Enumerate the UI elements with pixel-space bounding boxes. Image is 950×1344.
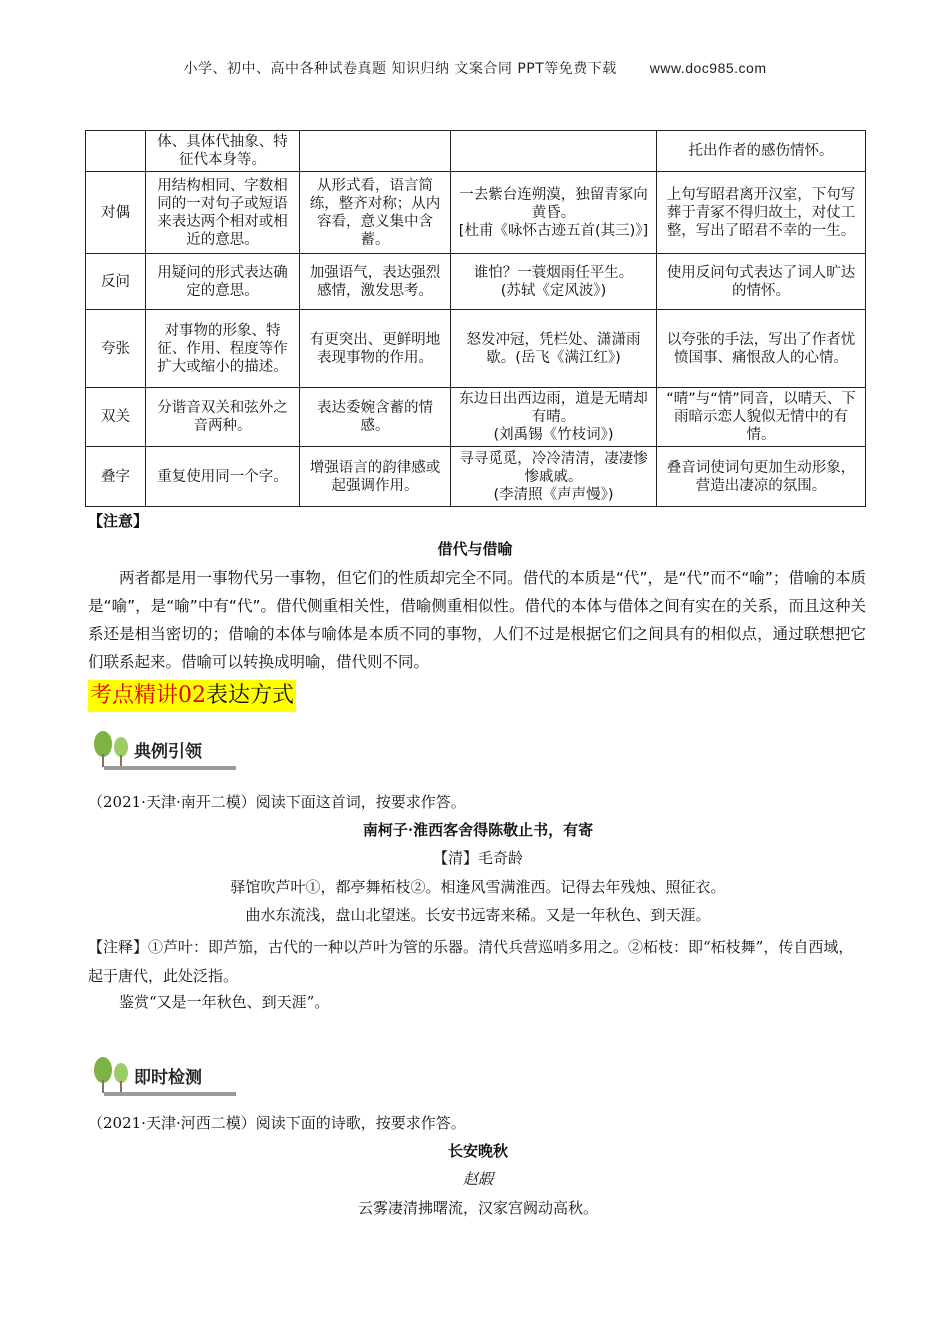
cell-example <box>451 254 657 310</box>
section-heading <box>88 680 296 712</box>
example-text: 一去紫台连朔漠，独留青冢向黄昏。 <box>459 186 648 221</box>
example-source: (刘禹锡《竹枝词》) <box>493 427 614 443</box>
banner-label: 典例引领 <box>134 742 202 762</box>
example-source: (李清照《声声慢》) <box>493 486 614 503</box>
cell-example <box>451 447 657 507</box>
practice-author: 赵嘏 <box>462 1170 493 1188</box>
table-row <box>86 172 866 254</box>
note-label: 【注意】 <box>88 512 149 530</box>
cell-effect: 表达委婉含蓄的情感。 <box>300 388 451 447</box>
example-text: 谁怕？一蓑烟雨任平生。 <box>473 264 634 281</box>
example-banner <box>90 728 240 772</box>
header-text: 小学、初中、高中各种试卷真题 知识归纳 文案合同 PPT等免费下载 <box>183 61 617 77</box>
cell-def: 对事物的形象、特征、作用、程度等作扩大或缩小的描述。 <box>146 310 300 388</box>
header-url[interactable]: www.doc985.com <box>649 60 767 76</box>
example-text: 东边日出西边雨，道是无晴却有晴。 <box>459 391 648 425</box>
section-prefix: 考点精讲 <box>90 683 179 708</box>
note-paragraph: 两者都是用一事物代另一事物，但它们的性质却完全不同。借代的本质是“代”，是“代”而不“喻”；借喻的本质是“喻”，是“喻”中有“代”。借代侧重相关性，借喻侧重相似性。借代的本体与借体之间有实在的关系，而且这种关系还是相当密切的；借喻的本体与喻体是本质不同的事物，人们不过是根据它们之间具有的相似点，通过联想把它们联系起来。借喻可以转换成明喻，借代则不同。 <box>88 569 866 671</box>
cell-def: 分谐音双关和弦外之音两种。 <box>146 388 300 447</box>
cell-name: 双关 <box>86 388 146 447</box>
cell-example <box>451 131 657 172</box>
page-header <box>0 58 950 78</box>
cell-effect: 从形式看，语言简练，整齐对称；从内容看，意义集中含蓄。 <box>300 172 451 254</box>
example-text: 寻寻觅觅，冷冷清清，凄凄惨惨戚戚。 <box>459 450 648 485</box>
cell-effect: 增强语言的韵律感或起强调作用。 <box>300 447 451 507</box>
cell-name: 反问 <box>86 254 146 310</box>
cell-name <box>86 131 146 172</box>
example-poem-title: 南柯子·淮西客舍得陈敬止书，有寄 <box>362 821 594 839</box>
cell-analysis: 使用反问句式表达了词人旷达的情怀。 <box>657 254 866 310</box>
cell-name: 叠字 <box>86 447 146 507</box>
practice-line-1: 云雾凄清拂曙流，汉家宫阙动高秋。 <box>357 1199 598 1217</box>
banner-label: 即时检测 <box>134 1068 202 1088</box>
example-author: 【清】毛奇龄 <box>432 849 523 867</box>
practice-poem-title: 长安晚秋 <box>447 1142 508 1160</box>
table-row <box>86 310 866 388</box>
cell-effect <box>300 131 451 172</box>
tree-icon <box>90 728 134 768</box>
example-intro: （2021·天津·南开二模）阅读下面这首词，按要求作答。 <box>88 793 466 811</box>
cell-analysis: 上句写昭君离开汉室，下句写葬于青冢不得归故土，对仗工整，写出了昭君不幸的一生。 <box>657 172 866 254</box>
cell-def: 用疑问的形式表达确定的意思。 <box>146 254 300 310</box>
practice-banner <box>90 1054 240 1098</box>
example-question: 鉴赏“又是一年秋色、到天涯”。 <box>119 993 330 1011</box>
cell-analysis: 托出作者的感伤情怀。 <box>657 131 866 172</box>
banner-underline <box>104 766 236 770</box>
cell-analysis: 叠音词使词句更加生动形象，营造出凄凉的氛围。 <box>657 447 866 507</box>
cell-def: 重复使用同一个字。 <box>146 447 300 507</box>
banner-underline <box>104 1092 236 1096</box>
section-title: 表达方式 <box>206 683 295 708</box>
cell-effect: 加强语气，表达强烈感情，激发思考。 <box>300 254 451 310</box>
note-title: 借代与借喻 <box>437 540 513 558</box>
cell-def: 体、具体代抽象、特征代本身等。 <box>146 131 300 172</box>
example-line-1: 驿馆吹芦叶①，都亭舞柘枝②。相逢风雪满淮西。记得去年残烛、照征衣。 <box>230 878 726 896</box>
example-source: [杜甫《咏怀古迹五首(其三)》] <box>458 222 649 239</box>
table-row <box>86 388 866 447</box>
example-source: (苏轼《定风波》) <box>500 282 607 299</box>
cell-example <box>451 388 657 447</box>
table-row <box>86 131 866 172</box>
section-number: 02 <box>178 683 207 708</box>
example-line-2: 曲水东流浅，盘山北望迷。长安书远寄来稀。又是一年秋色、到天涯。 <box>245 906 711 924</box>
cell-analysis: 以夸张的手法，写出了作者忧愤国事、痛恨敌人的心情。 <box>657 310 866 388</box>
cell-def: 用结构相同、字数相同的一对句子或短语来表达两个相对或相近的意思。 <box>146 172 300 254</box>
tree-icon <box>90 1054 134 1094</box>
cell-example: 怒发冲冠，凭栏处、潇潇雨歇。(岳飞《满江红》) <box>451 310 657 388</box>
practice-intro: （2021·天津·河西二模）阅读下面的诗歌，按要求作答。 <box>88 1114 466 1132</box>
cell-analysis: “晴”与“情”同音，以晴天、下雨暗示恋人貌似无情中的有情。 <box>657 388 866 447</box>
cell-example <box>451 172 657 254</box>
cell-name: 对偶 <box>86 172 146 254</box>
example-annotation: 【注释】①芦叶：即芦笳，古代的一种以芦叶为管的乐器。清代兵营巡哨多用之。②柘枝：即“柘枝舞”，传自西域，起于唐代，此处泛指。 <box>88 938 854 985</box>
rhetoric-table <box>85 130 866 507</box>
cell-effect: 有更突出、更鲜明地表现事物的作用。 <box>300 310 451 388</box>
table-row <box>86 447 866 507</box>
table-row <box>86 254 866 310</box>
cell-name: 夸张 <box>86 310 146 388</box>
